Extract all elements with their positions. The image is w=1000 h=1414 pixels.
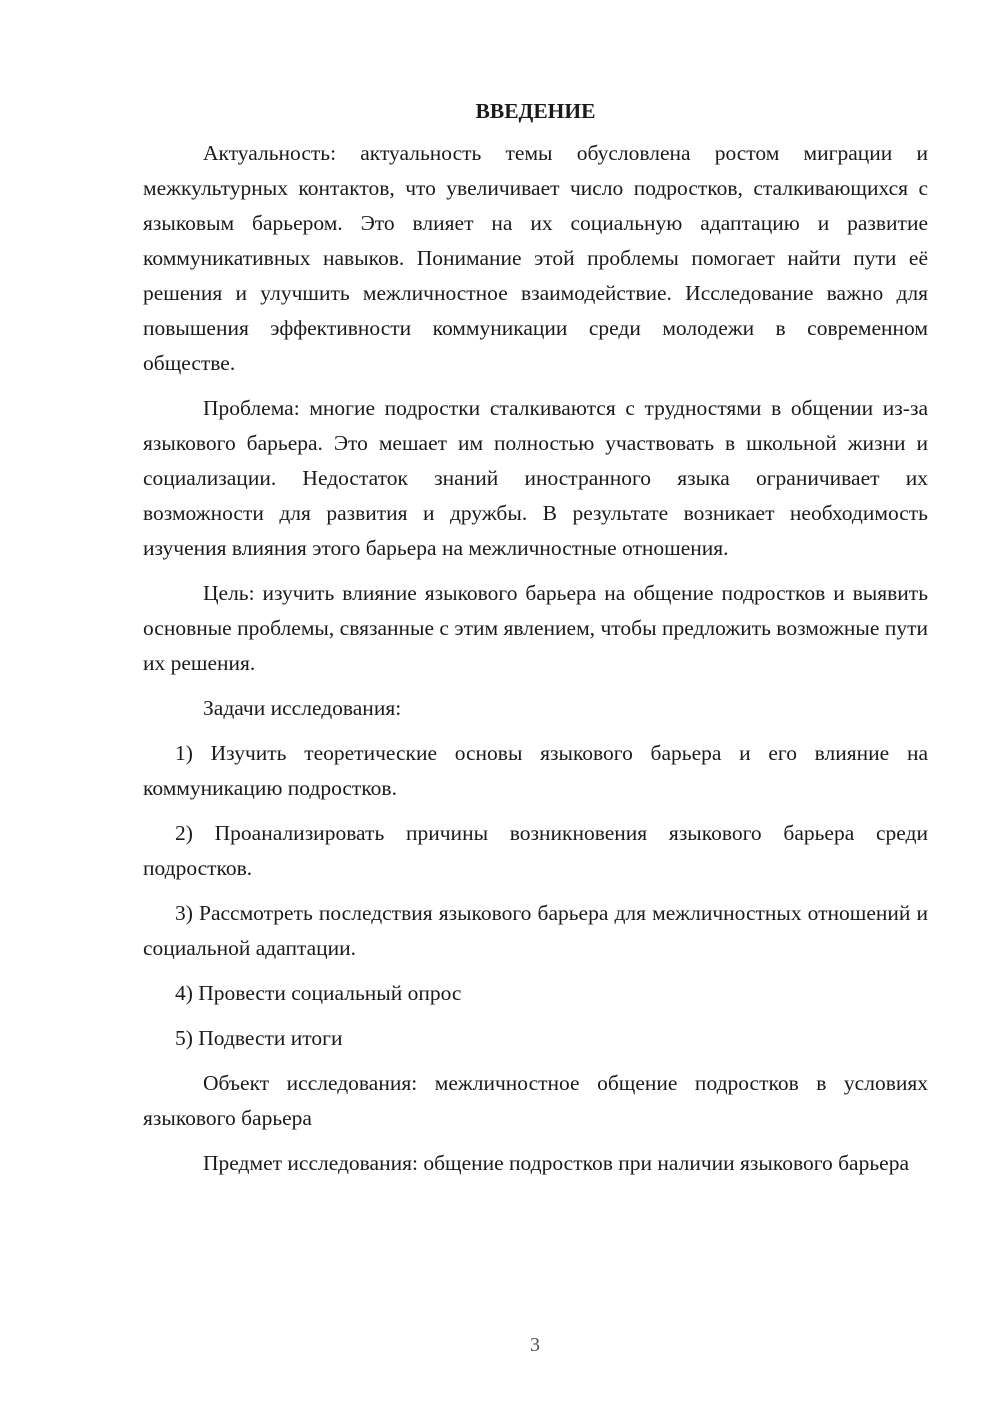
task-item-5: 5) Подвести итоги — [175, 1026, 343, 1050]
document-body — [143, 96, 928, 1191]
task-item-3: 3) Рассмотреть последствия языкового барьера для межличностных отношений и социальной адаптации. — [143, 901, 928, 960]
paragraph-problem: Проблема: многие подростки сталкиваются с трудностями в общении из-за языкового барьера. Это мешает им полностью участвовать в школьной жизни и социализации. Недостаток знаний иностранного языка ограничивает их возможности для развития и дружбы. В результате возникает необходимость изучения влияния этого барьера на межличностные отношения. — [143, 396, 928, 560]
task-item-1: 1) Изучить теоретические основы языкового барьера и его влияние на коммуникацию подростков. — [143, 741, 928, 800]
paragraph-goal: Цель: изучить влияние языкового барьера на общение подростков и выявить основные проблемы, связанные с этим явлением, чтобы предложить возможные пути их решения. — [143, 581, 928, 675]
page-number: 3 — [530, 1334, 540, 1356]
task-item-2: 2) Проанализировать причины возникновения языкового барьера среди подростков. — [143, 821, 928, 880]
paragraph-relevance: Актуальность: актуальность темы обусловлена ростом миграции и межкультурных контактов, что увеличивает число подростков, сталкивающихся с языковым барьером. Это влияет на их социальную адаптацию и развитие коммуникативных навыков. Понимание этой проблемы помогает найти пути её решения и улучшить межличностное взаимодействие. Исследование важно для повышения эффективности коммуникации среди молодежи в современном обществе. — [143, 141, 928, 375]
task-item-4: 4) Провести социальный опрос — [175, 981, 462, 1005]
paragraph-tasks-heading: Задачи исследования: — [203, 696, 402, 720]
paragraph-subject: Предмет исследования: общение подростков при наличии языкового барьера — [203, 1151, 909, 1175]
paragraph-object: Объект исследования: межличностное общение подростков в условиях языкового барьера — [143, 1071, 928, 1130]
page-title: ВВЕДЕНИЕ — [475, 99, 596, 123]
